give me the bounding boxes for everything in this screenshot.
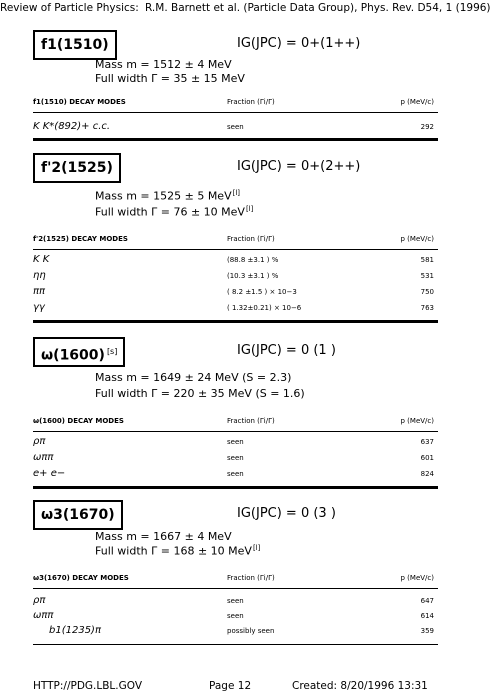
quantum-numbers: IG(JPC) = 0 (1 ) xyxy=(237,343,336,358)
decay-momentum: 637 xyxy=(420,438,434,446)
decay-mode-row xyxy=(33,120,438,136)
decay-momentum: 581 xyxy=(420,256,434,264)
decay-table-header xyxy=(33,417,438,432)
footer-page: Page 12 xyxy=(209,680,252,692)
p-header: p (MeV/c) xyxy=(400,574,434,582)
width-property: Full width Γ = 168 ± 10 MeV[l] xyxy=(95,544,261,558)
fraction-header: Fraction (Γi/Γ) xyxy=(227,235,275,243)
table-title: ω(1600) DECAY MODES xyxy=(33,417,124,425)
quantum-numbers: IG(JPC) = 0 (3 ) xyxy=(237,506,336,521)
decay-mode-row xyxy=(33,467,438,483)
mass-property: Mass m = 1667 ± 4 MeV xyxy=(95,530,232,543)
decay-fraction: ( 8.2 ±1.5 ) × 10−3 xyxy=(227,288,297,296)
decay-momentum: 292 xyxy=(420,123,434,131)
particle-name-box xyxy=(33,30,117,60)
decay-momentum: 647 xyxy=(420,597,434,605)
footnote-ref: [l] xyxy=(232,189,241,197)
decay-mode-row xyxy=(33,435,438,451)
decay-momentum: 359 xyxy=(420,627,434,635)
decay-mode: K K xyxy=(33,254,50,265)
decay-mode: γγ xyxy=(33,302,45,313)
footer-url: HTTP://PDG.LBL.GOV xyxy=(33,680,143,692)
decay-fraction: (10.3 ±3.1 ) % xyxy=(227,272,279,280)
decay-mode: ωππ xyxy=(33,452,54,463)
decay-mode-row xyxy=(33,609,438,625)
particle-name-box xyxy=(33,500,123,530)
decay-momentum: 614 xyxy=(420,612,434,620)
decay-fraction: seen xyxy=(227,470,244,478)
decay-mode: K K*(892)+ c.c. xyxy=(33,121,111,132)
mass-property: Mass m = 1512 ± 4 MeV xyxy=(95,58,232,71)
decay-table-header xyxy=(33,98,438,113)
footnote-ref: [l] xyxy=(252,544,261,552)
decay-mode: ππ xyxy=(33,286,46,297)
section-divider xyxy=(33,644,438,645)
decay-table-header xyxy=(33,235,438,250)
footnote-ref: [s] xyxy=(106,347,118,356)
decay-fraction: (88.8 ±3.1 ) % xyxy=(227,256,279,264)
width-property: Full width Γ = 220 ± 35 MeV (S = 1.6) xyxy=(95,387,305,400)
section-divider xyxy=(33,138,438,141)
decay-fraction: ( 1.32±0.21) × 10−6 xyxy=(227,304,302,312)
decay-fraction: seen xyxy=(227,438,244,446)
particle-name-box xyxy=(33,337,125,367)
decay-mode: ωππ xyxy=(33,610,54,621)
decay-mode: ηη xyxy=(33,270,46,281)
header-authors: R.M. Barnett et al. (Particle Data Group), Phys. Rev. D54, 1 (1996) xyxy=(145,2,491,14)
p-header: p (MeV/c) xyxy=(400,98,434,106)
quantum-numbers: IG(JPC) = 0+(1++) xyxy=(237,36,361,51)
fraction-header: Fraction (Γi/Γ) xyxy=(227,98,275,106)
footer-created: Created: 8/20/1996 13:31 xyxy=(292,680,428,692)
decay-mode: ρπ xyxy=(33,595,46,606)
width-property: Full width Γ = 76 ± 10 MeV[l] xyxy=(95,205,254,219)
footnote-ref: [l] xyxy=(245,205,254,213)
particle-name-box xyxy=(33,153,121,183)
header-title: Review of Particle Physics: xyxy=(0,2,139,14)
decay-mode-row xyxy=(33,269,438,285)
decay-fraction: seen xyxy=(227,123,244,131)
decay-momentum: 601 xyxy=(420,454,434,462)
p-header: p (MeV/c) xyxy=(400,417,434,425)
decay-fraction: possibly seen xyxy=(227,627,275,635)
section-divider xyxy=(33,320,438,323)
fraction-header: Fraction (Γi/Γ) xyxy=(227,574,275,582)
decay-table-header xyxy=(33,574,438,589)
decay-mode: ρπ xyxy=(33,436,46,447)
fraction-header: Fraction (Γi/Γ) xyxy=(227,417,275,425)
decay-momentum: 763 xyxy=(420,304,434,312)
table-title: f1(1510) DECAY MODES xyxy=(33,98,126,106)
particle-name: f'2(1525) xyxy=(41,160,113,176)
decay-momentum: 531 xyxy=(420,272,434,280)
decay-mode-row xyxy=(33,624,438,640)
p-header: p (MeV/c) xyxy=(400,235,434,243)
decay-mode-row xyxy=(33,594,438,610)
table-title: ω3(1670) DECAY MODES xyxy=(33,574,129,582)
decay-fraction: seen xyxy=(227,597,244,605)
decay-fraction: seen xyxy=(227,612,244,620)
decay-mode-row xyxy=(33,253,438,269)
particle-name: f1(1510) xyxy=(41,37,109,53)
decay-mode-row xyxy=(33,451,438,467)
mass-property: Mass m = 1649 ± 24 MeV (S = 2.3) xyxy=(95,371,292,384)
decay-mode-row xyxy=(33,301,438,317)
particle-name: ω3(1670) xyxy=(41,507,115,523)
mass-property: Mass m = 1525 ± 5 MeV[l] xyxy=(95,189,241,203)
page-header xyxy=(0,0,497,18)
decay-momentum: 824 xyxy=(420,470,434,478)
section-divider xyxy=(33,486,438,489)
decay-mode: e+ e− xyxy=(33,468,66,479)
decay-mode-row xyxy=(33,285,438,301)
quantum-numbers: IG(JPC) = 0+(2++) xyxy=(237,159,361,174)
particle-name: ω(1600) xyxy=(41,347,105,364)
decay-momentum: 750 xyxy=(420,288,434,296)
table-title: f'2(1525) DECAY MODES xyxy=(33,235,128,243)
width-property: Full width Γ = 35 ± 15 MeV xyxy=(95,72,245,85)
decay-fraction: seen xyxy=(227,454,244,462)
decay-mode: b1(1235)π xyxy=(49,625,101,636)
